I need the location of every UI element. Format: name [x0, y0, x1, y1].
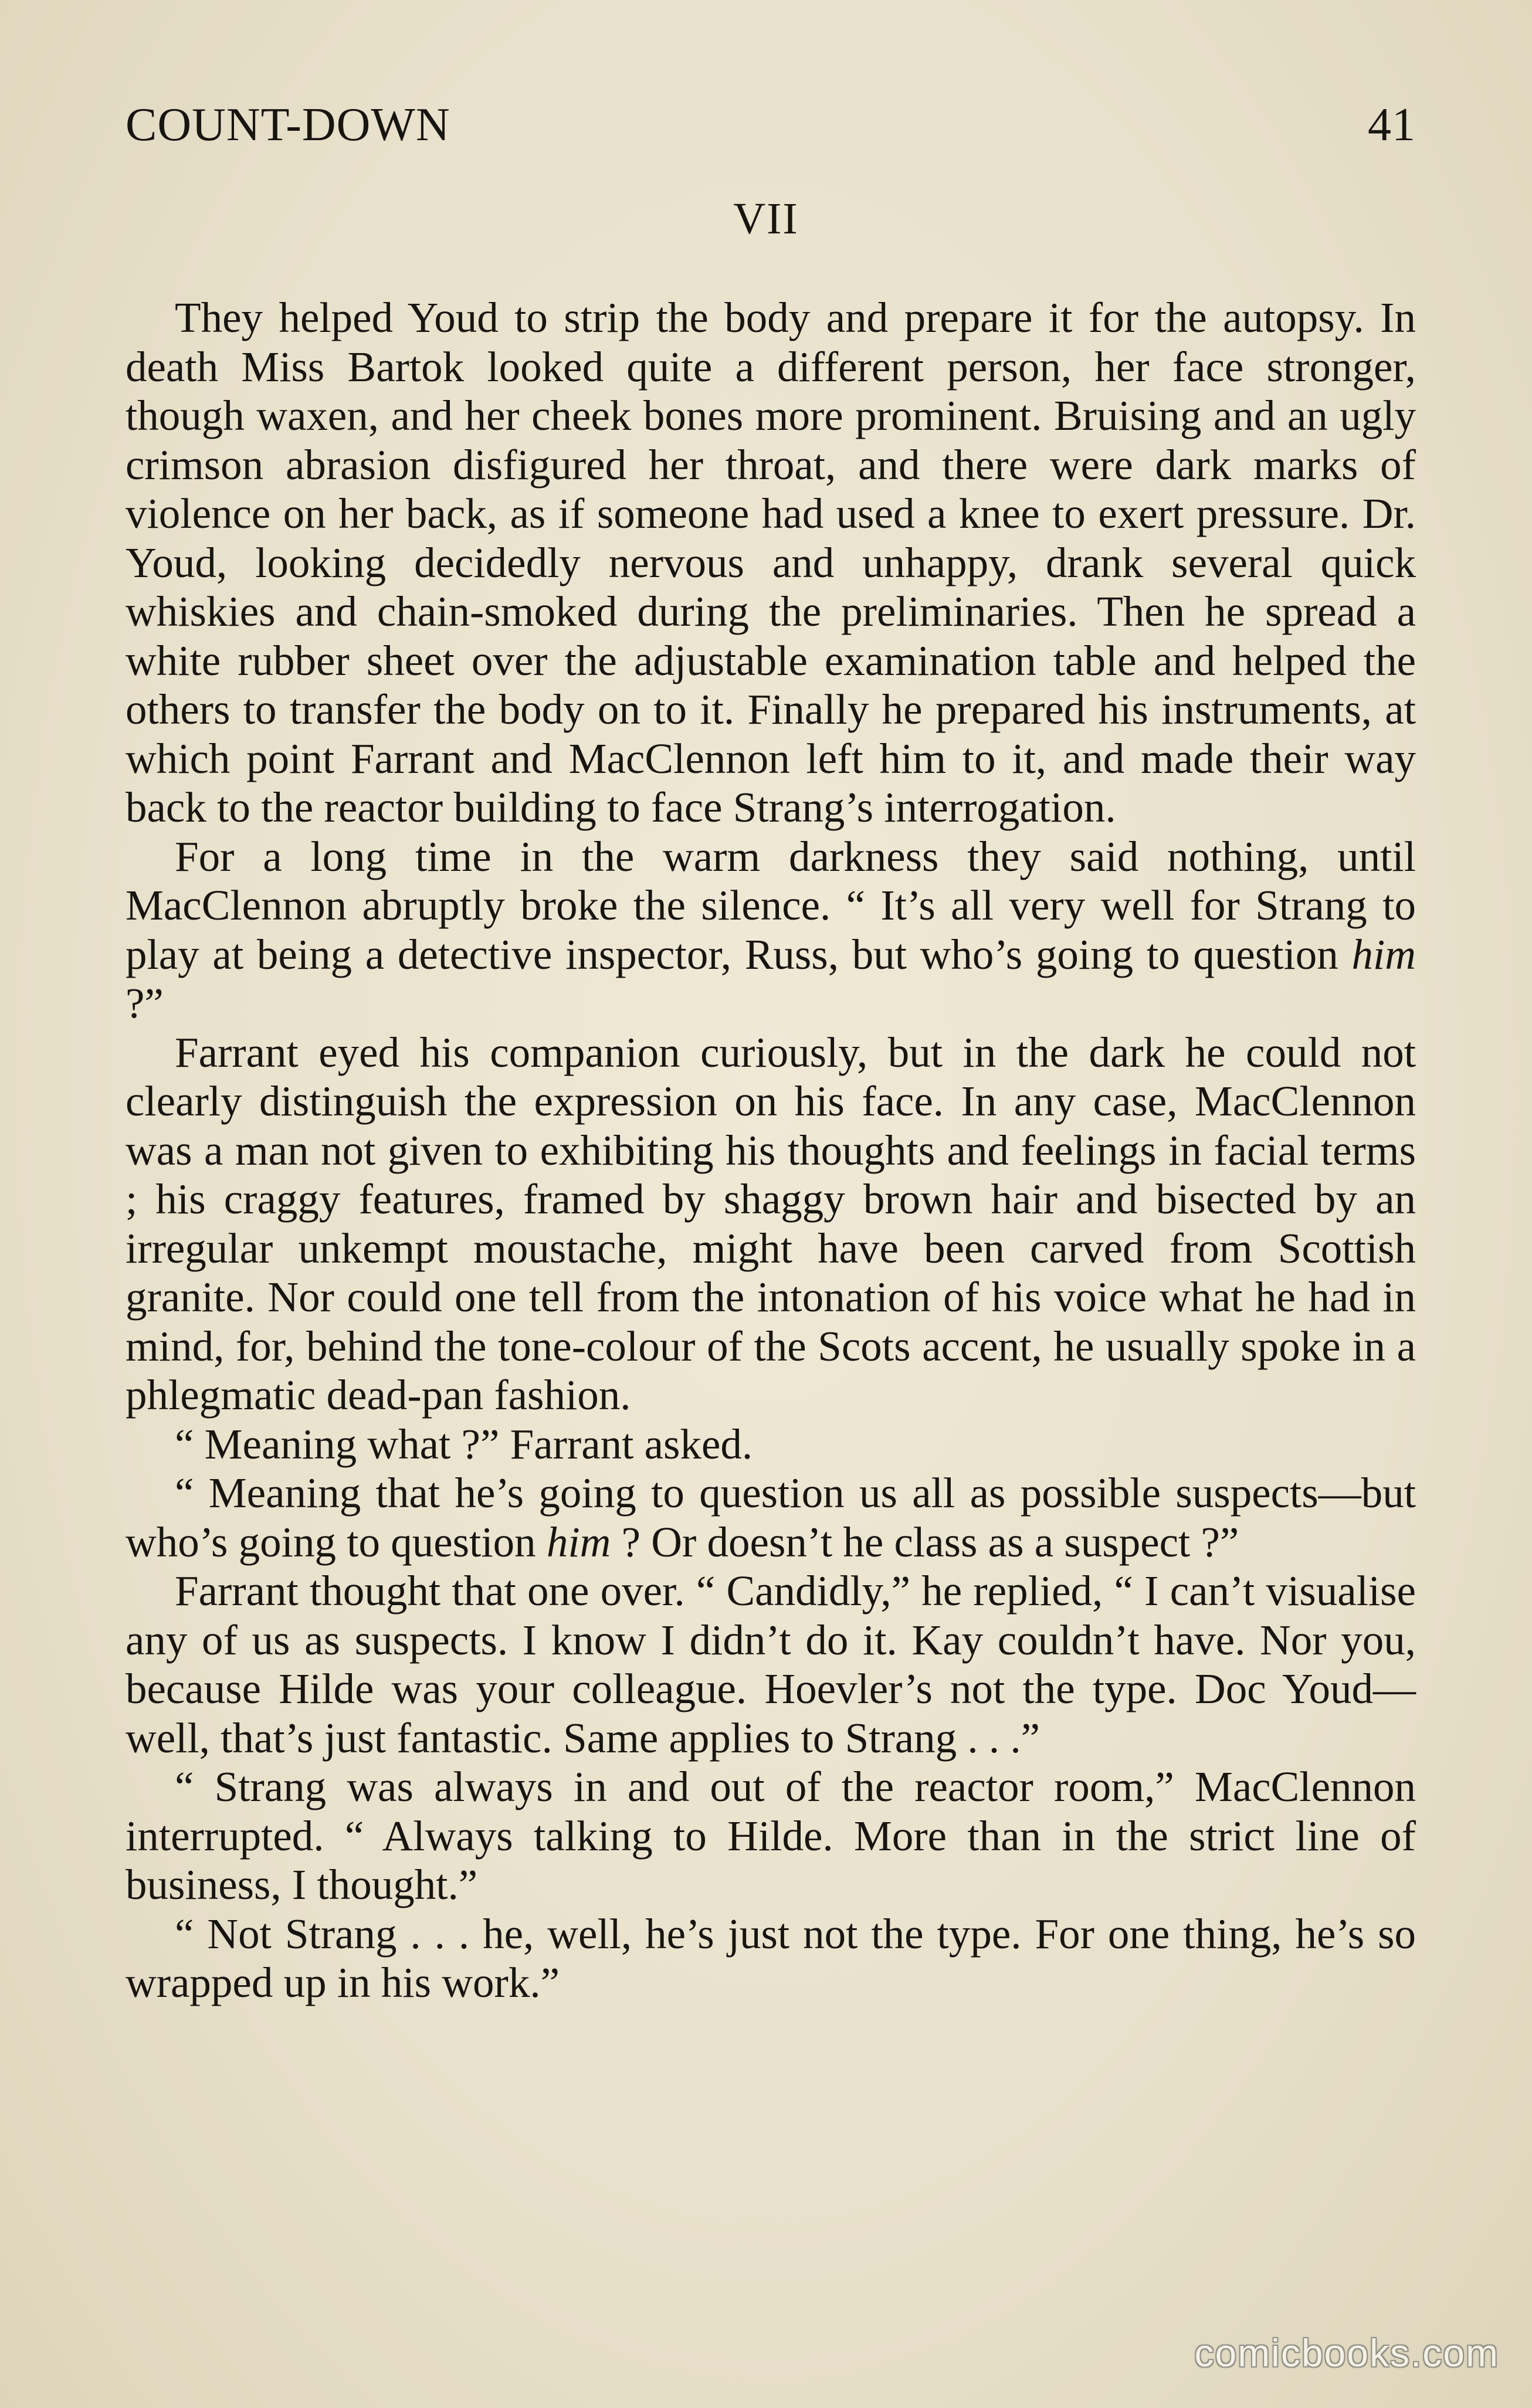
emphasis-text: him — [546, 1518, 611, 1566]
paragraph-text: ? Or doesn’t he class as a suspect ?” — [611, 1518, 1239, 1566]
paragraph-text: For a long time in the warm darkness they said nothing, until MacClennon abruptly broke the silence. “ It’s all very well for Strang to play at being a detective inspector, Russ, but who’s going to question — [126, 832, 1416, 978]
paragraph-text: ?” — [126, 979, 164, 1027]
page-number: 41 — [1368, 99, 1416, 151]
body-text — [126, 293, 1416, 2007]
running-head — [126, 99, 1416, 151]
chapter-number: VII — [733, 194, 799, 243]
watermark: comicbooks.com — [1194, 2331, 1499, 2375]
paragraph-text: “ Meaning that he’s going to question us all as possible suspects—but who’s going to question — [126, 1469, 1416, 1566]
paragraph: “ Strang was always in and out of the reactor room,” MacClennon interrupted. “ Always talking to Hilde. More than in the strict line of business, I thought.” — [126, 1763, 1416, 1908]
paragraph: They helped Youd to strip the body and prepare it for the autopsy. In death Miss Bartok looked quite a different person, her face stronger, though waxen, and her cheek bones more prominent. Bruising and an ugly crimson abrasion disfigured her throat, and there were dark marks of violence on her back, as if someone had used a knee to exert pressure. Dr. Youd, looking decidedly nervous and unhappy, drank several quick whiskies and chain-smoked during the preliminaries. Then he spread a white rubber sheet over the adjustable examination table and helped the others to transfer the body on to it. Finally he prepared his instruments, at which point Farrant and MacClennon left him to it, and made their way back to the reactor building to face Strang’s interrogation. — [126, 294, 1416, 831]
running-title: COUNT-DOWN — [126, 99, 450, 151]
paragraph: Farrant eyed his companion curiously, but in the dark he could not clearly distinguish the expression on his face. In any case, MacClennon was a man not given to exhibiting his thoughts and feelings in facial terms ; his craggy features, framed by shaggy brown hair and bisected by an irregular unkempt moustache, might have been carved from Scottish granite. Nor could one tell from the intonation of his voice what he had in mind, for, behind the tone-colour of the Scots accent, he usually spoke in a phlegmatic dead-pan fashion. — [126, 1028, 1416, 1419]
paragraph — [126, 1468, 1416, 1566]
paragraph: “ Meaning what ?” Farrant asked. — [175, 1420, 753, 1468]
paragraph — [126, 832, 1416, 1028]
paragraph: Farrant thought that one over. “ Candidly,” he replied, “ I can’t visualise any of us as suspects. I know I didn’t do it. Kay couldn’t have. Nor you, because Hilde was your colleague. Hoevler’s not the type. Doc Youd—well, that’s just fantastic. Same applies to Strang . . .” — [126, 1567, 1416, 1762]
paragraph: “ Not Strang . . . he, well, he’s just not the type. For one thing, he’s so wrapped up in his work.” — [126, 1910, 1416, 2006]
emphasis-text: him — [1351, 930, 1416, 978]
